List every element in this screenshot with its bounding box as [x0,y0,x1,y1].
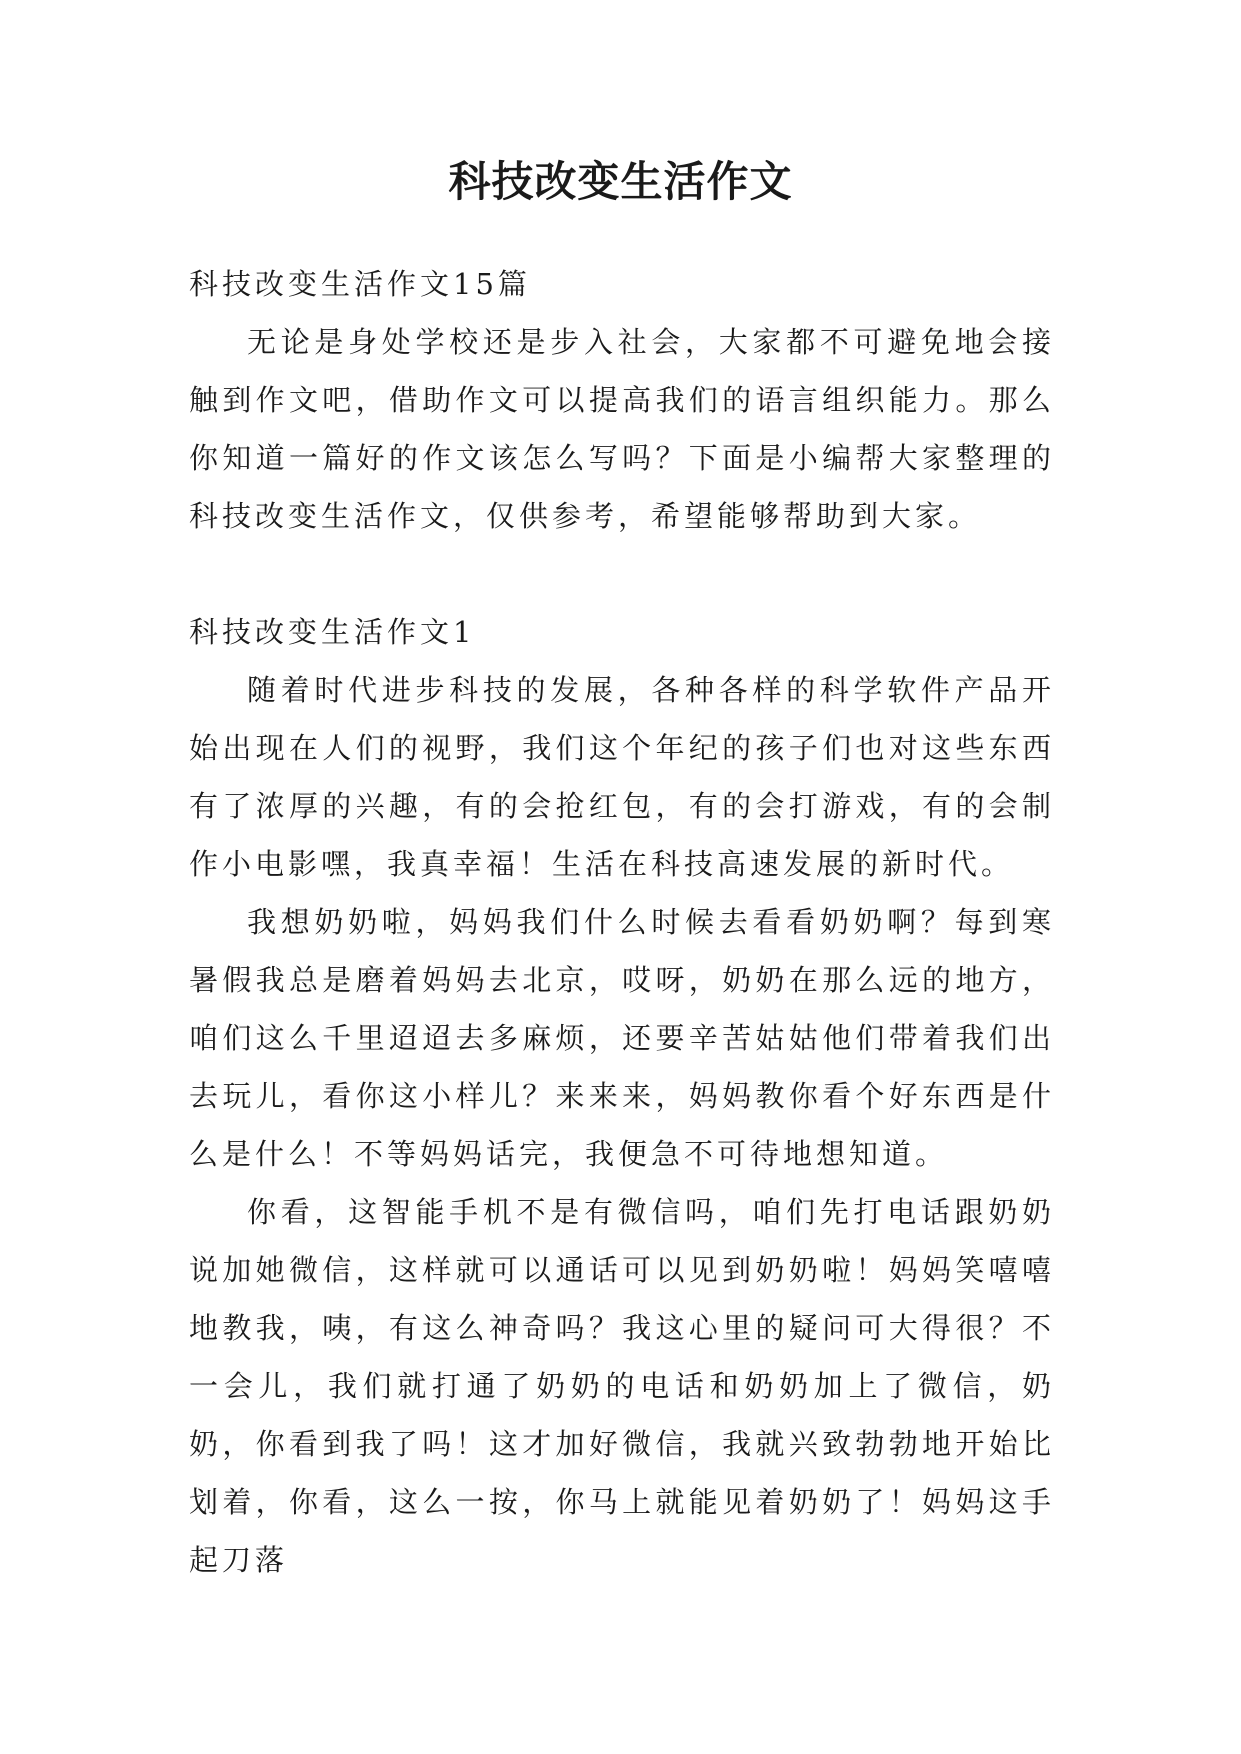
section-spacer [189,545,1055,603]
intro-paragraph: 无论是身处学校还是步入社会，大家都不可避免地会接触到作文吧，借助作文可以提高我们的语言组织能力。那么你知道一篇好的作文该怎么写吗？下面是小编帮大家整理的科技改变生活作文，仅供参考，希望能够帮助到大家。 [189,325,1055,533]
section-paragraph: 我想奶奶啦，妈妈我们什么时候去看看奶奶啊？每到寒暑假我总是磨着妈妈去北京，哎呀，奶奶在那么远的地方，咱们这么千里迢迢去多麻烦，还要辛苦姑姑他们带着我们出去玩儿，看你这小样儿？来来来，妈妈教你看个好东西是什么是什么！不等妈妈话完，我便急不可待地想知道。 [189,905,1055,1171]
section-heading: 科技改变生活作文1 [189,615,476,649]
section-paragraph: 随着时代进步科技的发展，各种各样的科学软件产品开始出现在人们的视野，我们这个年纪的孩子们也对这些东西有了浓厚的兴趣，有的会抢红包，有的会打游戏，有的会制作小电影嘿，我真幸福！生活在科技高速发展的新时代。 [189,673,1055,881]
document-title: 科技改变生活作文 [448,157,793,206]
intro-heading: 科技改变生活作文15篇 [189,267,531,301]
document-body [189,255,1055,1589]
section-paragraph: 你看，这智能手机不是有微信吗，咱们先打电话跟奶奶说加她微信，这样就可以通话可以见到奶奶啦！妈妈笑嘻嘻地教我，咦，有这么神奇吗？我这心里的疑问可大得很？不一会儿，我们就打通了奶奶的电话和奶奶加上了微信，奶奶，你看到我了吗！这才加好微信，我就兴致勃勃地开始比划着，你看，这么一按，你马上就能见着奶奶了！妈妈这手起刀落 [189,1195,1055,1577]
